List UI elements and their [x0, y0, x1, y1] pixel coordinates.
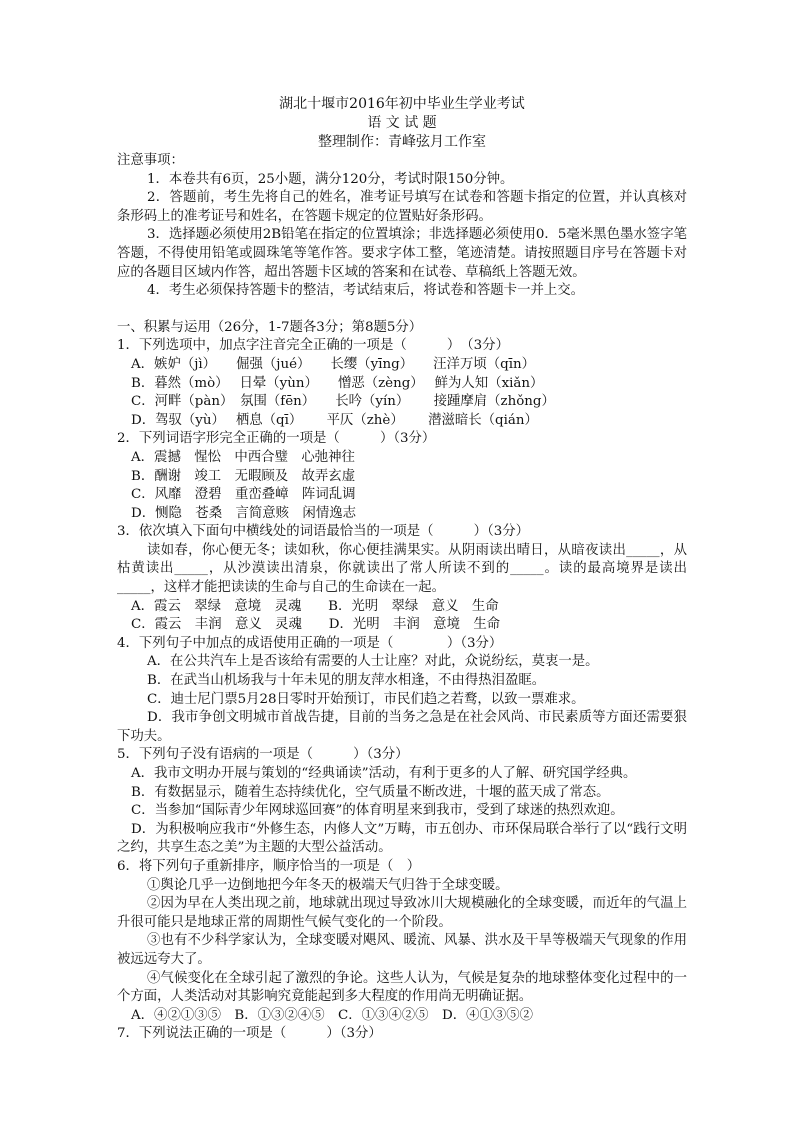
q4-stem: 4．下列句子中加点的成语使用正确的一项是（ ）（3分） [117, 635, 503, 651]
exam-title: 湖北十堰市2016年初中毕业生学业考试 [279, 96, 525, 112]
q5-stem: 5．下列句子没有语病的一项是（ ）（3分） [117, 747, 409, 763]
q1-option-d: D．驾驭（yù） 栖息（qī） 平仄（zhè） 潜滋暗长（qián） [131, 412, 538, 428]
notice-item-2: 2．答题前，考生先将自己的姓名，准考证号填写在试卷和答题卡指定的位置，并认真核对条形码上的准考证号和姓名，在答题卡规定的位置贴好条形码。 [117, 190, 687, 224]
q5-option-c: C．当参加“国际青少年网球巡回赛”的体育明星来到我市，受到了球迷的热烈欢迎。 [131, 803, 624, 819]
q6-stem: 6．将下列句子重新排序，顺序恰当的一项是（ ） [117, 858, 421, 874]
exam-page [117, 95, 687, 1044]
q6-sentence-1: ①舆论几乎一边倒地把今年冬天的极端天气归咎于全球变暖。 [147, 877, 509, 893]
q3-passage: 读如春，你心便无冬；读如秋，你心便挂满果实。从阴雨读出晴日，从暗夜读出_____，从枯黄读出_____，从沙漠读出清泉，你就读出了常人所读不到的_____。读的最高境界是读出_____，这样才能把读读的生命与自己的生命读在一起。 [117, 542, 687, 596]
q6-options: A．④②①③⑤ B．①③②④⑤ C．①③④②⑤ D．④①③⑤② [131, 1007, 534, 1023]
notice-item-4: 4．考生必须保持答题卡的整洁，考试结束后，将试卷和答题卡一并上交。 [147, 283, 585, 299]
notice-heading: 注意事项： [117, 153, 184, 168]
q6-sentence-2: ②因为早在人类出现之前，地球就出现过导致冰川大规模融化的全球变暖，而近年的气温上升很可能只是地球正常的周期性气候气变化的一个阶段。 [117, 896, 687, 930]
q7-stem: 7．下列说法正确的一项是（ ）（3分） [117, 1026, 382, 1042]
q5-option-d: D．为积极响应我市“外修生态，内修人文”万畴，市五创办、市环保局联合举行了以“践行文明之约，共享生态之美”为主题的大型公益活动。 [117, 821, 687, 856]
q5-option-b: B．有数据显示，随着生态持续优化，空气质量不断改进，十堰的蓝天成了常态。 [131, 784, 610, 800]
section-heading: 一、积累与运用（26分，1-7题各3分；第8题5分） [117, 319, 423, 335]
spacer [117, 301, 687, 319]
q1-option-c: C．河畔（pàn） 氛围（fēn） 长吟（yín） 接踵摩肩（zhǒng） [131, 394, 555, 410]
q3-options-ab: A．霞云 翠绿 意境 灵魂 B．光明 翠绿 意义 生命 [131, 598, 499, 614]
q4-option-c: C．迪士尼门票5月28日零时开始预订，市民们趋之若鹜，以致一票难求。 [147, 691, 585, 707]
q2-stem: 2．下列词语字形完全正确的一项是（ ）（3分） [117, 431, 436, 447]
q6-sentence-3: ③也有不少科学家认为，全球变暖对飓风、暖流、风暴、洪水及干旱等极端天气现象的作用被远远夸大了。 [117, 933, 687, 967]
q3-stem: 3．依次填入下面句中横线处的词语最恰当的一项是（ ）（3分） [117, 524, 530, 540]
q2-option-d: D．恻隐 苍桑 言简意赅 闲情逸志 [131, 505, 356, 521]
exam-subject: 语 文 试 题 [367, 115, 437, 131]
q6-sentence-4: ④气候变化在全球引起了激烈的争论。这些人认为，气候是复杂的地球整体变化过程中的一个方面，人类活动对其影响究竟能起到多大程度的作用尚无明确证据。 [117, 970, 687, 1005]
q4-option-d: D．我市争创文明城市首战告捷，目前的当务之急是在社会风尚、市民素质等方面还需要狠下功夫。 [117, 710, 687, 744]
q2-option-b: B．酬谢 竣工 无暇顾及 故弄玄虚 [131, 468, 356, 484]
q1-stem: 1．下列选项中，加点字注音完全正确的一项是（ ） （3分） [117, 338, 509, 354]
q1-option-b: B．暮然（mò） 日晕（yùn） 憎恶（zèng） 鲜为人知（xiǎn） [131, 375, 544, 391]
q2-option-c: C．风靡 澄碧 重峦叠嶂 阵词乱调 [131, 487, 356, 503]
q5-option-a: A．我市文明办开展与策划的“经典诵读”活动，有利于更多的人了解、研究国学经典。 [131, 766, 637, 781]
q3-options-cd: C．霞云 丰润 意义 灵魂 D．光明 丰润 意境 生命 [131, 617, 501, 633]
q2-option-a: A．震撼 惺忪 中西合璧 心弛神往 [131, 449, 355, 465]
exam-maker: 整理制作：青峰弦月工作室 [318, 134, 486, 150]
notice-item-3: 3．选择题必须使用2B铅笔在指定的位置填涂；非选择题必须使用0．5毫米黑色墨水签字笔答题，不得使用铅笔或圆珠笔等笔作答。要求字体工整，笔迹清楚。请按照题目序号在答题卡对应的各题目区域内作答，超出答题卡区域的答案和在试卷、草稿纸上答题无效。 [117, 227, 687, 280]
q4-option-b: B．在武当山机场我与十年未见的朋友萍水相逢，不由得热泪盈眶。 [147, 673, 546, 689]
q4-option-a: A．在公共汽车上是否该给有需要的人士让座？对此，众说纷纭，莫衷一是。 [147, 654, 599, 670]
q1-option-a: A．嫉妒（jì） 倔强（jué） 长缨（yīng） 汪洋万顷（qīn） [131, 356, 535, 372]
notice-item-1: 1．本卷共有6页，25小题，满分120分，考试时限150分钟。 [147, 171, 514, 187]
